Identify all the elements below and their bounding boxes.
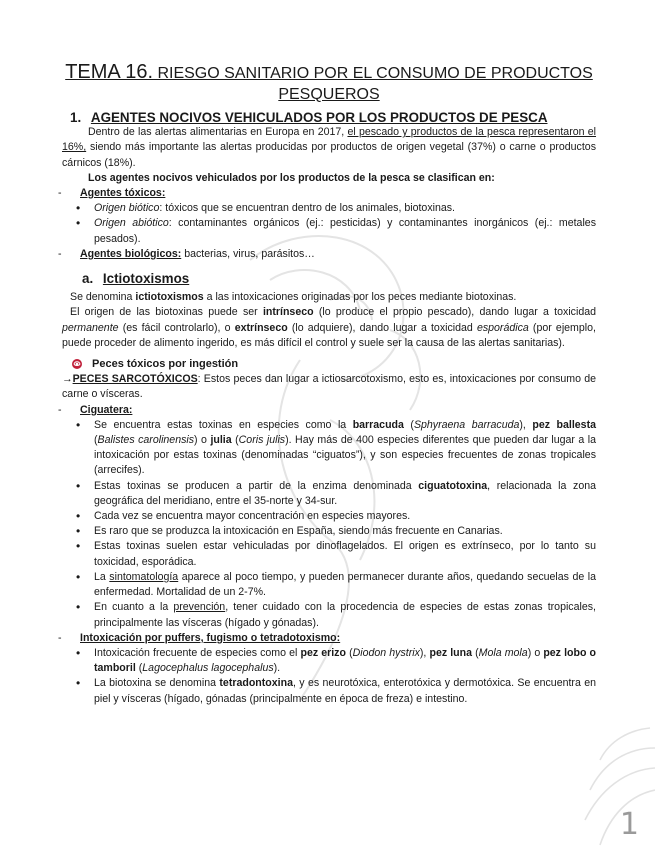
text: ), [519, 418, 533, 431]
text: ( [94, 434, 98, 447]
biological-agents-label: Agentes biológicos: [80, 247, 182, 260]
ciguatera-bullet: • Cada vez se encuentra mayor concentración en especies mayores. [62, 509, 596, 524]
text: ) o [527, 646, 544, 659]
ciguatera-bullet [62, 570, 596, 600]
term: pez lobo o tamboril [94, 646, 596, 675]
toxic-fish-heading [70, 357, 596, 372]
text: , tener cuidado con la procedencia de especies de estas zonas tropicales, principalmente las vísceras (hígado y gónadas). [94, 601, 596, 629]
species: Balistes carolinensis [97, 434, 195, 447]
intro-text-a: Dentro de las alertas alimentarias en Europa en 2017, [88, 126, 348, 139]
term: julia [210, 434, 232, 447]
species: Mola mola [478, 646, 528, 659]
puffer-label: Intoxicación por puffers, fugismo o tetradotoxismo: [80, 631, 341, 644]
text: ( [135, 662, 143, 675]
biological-agents-item [62, 247, 596, 262]
text: ). Hay más de 400 especies diferentes que pueden dar lugar a la intoxicación por estas toxinas (denominadas “ciguatos”), y son especies frecuentes de zonas tropicales (arrecifes). [94, 434, 596, 477]
ciguatera-bullet: • Estas toxinas suelen estar vehiculadas por dinoflagelados. El origen es extrínseco, por lo tanto su toxicidad, esporádica. [62, 539, 596, 569]
toxic-fish-title: Peces tóxicos por ingestión [92, 358, 239, 371]
biological-agents-text: bacterias, virus, parásitos… [181, 247, 315, 260]
species: Diodon hystrix [352, 646, 420, 659]
term: pez luna [429, 646, 473, 659]
origin-extrinsic: extrínseco [234, 321, 288, 334]
term: pez erizo [300, 646, 346, 659]
origin-text-a: El origen de las biotoxinas puede ser [70, 306, 263, 319]
text: La biotoxina se denomina [94, 677, 220, 690]
text: ( [345, 646, 353, 659]
rose-bullet-icon [70, 358, 84, 371]
subsection-a-letter: a. [82, 271, 94, 287]
text: ( [403, 418, 414, 431]
term: sintomatología [109, 570, 179, 583]
subsection-a-title: Ictiotoxismos [102, 271, 190, 287]
ictiotoxismo-definition [62, 290, 596, 305]
abiotic-label: Origen abiótico [94, 217, 169, 230]
abiotic-item [62, 216, 596, 246]
section-1-number: 1. [70, 110, 82, 125]
puffer-bullet [62, 676, 596, 706]
ciguatera-bullet: • Es raro que se produzca la intoxicación en España, siendo más frecuente en Canarias. [62, 524, 596, 539]
species: Coris julis [238, 434, 286, 447]
origin-text-g: (lo adquiere), dando lugar a toxicidad [287, 321, 477, 334]
biotoxin-origin-paragraph [62, 305, 596, 351]
def-text-a: Se denomina [70, 291, 136, 304]
arrow-icon: → [62, 373, 73, 386]
title-prefix: TEMA 16. [65, 61, 154, 83]
text: ). [273, 662, 281, 675]
term: barracuda [352, 418, 404, 431]
sarcotoxic-label: PECES SARCOTÓXICOS [72, 373, 198, 386]
biotic-item [62, 201, 596, 216]
ciguatera-bullet [62, 600, 596, 630]
sarcotoxic-paragraph [62, 372, 596, 402]
text: Intoxicación frecuente de especies como el [94, 646, 301, 659]
origin-text-c: (lo produce el propio pescado), dando lugar a toxicidad [313, 306, 596, 319]
ciguatera-bullet [62, 418, 596, 479]
origin-sporadic: esporádica [476, 321, 529, 334]
origin-intrinsic: intrínseco [262, 306, 314, 319]
text: En cuanto a la [94, 601, 174, 614]
page-title [62, 62, 596, 105]
sarcotoxic-text: : Estos peces dan lugar a ictiosarcotoxismo, esto es, intoxicaciones por consumo de carne o vísceras. [62, 373, 596, 401]
text: ) o [194, 434, 211, 447]
ciguatera-bullet [62, 479, 596, 509]
term: ciguatotoxina [418, 479, 488, 492]
text: ( [472, 646, 479, 659]
species: Lagocephalus lagocephalus [142, 662, 274, 675]
term: pez ballesta [532, 418, 596, 431]
def-text-c: a las intoxicaciones originadas por los peces mediante biotoxinas. [203, 291, 517, 304]
def-term: ictiotoxismos [135, 291, 204, 304]
puffer-bullet [62, 646, 596, 676]
section-1-title: AGENTES NOCIVOS VEHICULADOS POR LOS PRODUCTOS DE PESCA [90, 110, 548, 125]
toxic-agents-item [62, 186, 596, 201]
title-rest: RIESGO SANITARIO POR EL CONSUMO DE PRODUCTOS PESQUEROS [153, 65, 593, 103]
biotic-text: : tóxicos que se encuentran dentro de los animales, biotoxinas. [159, 202, 456, 215]
intro-text-underlined: el pescado y productos de la pesca representaron el 16%, [62, 126, 597, 154]
text: ( [231, 434, 239, 447]
document-page [62, 62, 596, 707]
intro-paragraph [62, 125, 596, 171]
section-1-heading [70, 110, 596, 125]
text: La [94, 570, 110, 583]
term: tetradontoxina [219, 677, 293, 690]
term: prevención [173, 601, 226, 614]
origin-text-i: (por ejemplo, puede proceder de alimento ingerido, es más difícil el control y suele ser la causa de las alertas sanitarias). [62, 321, 596, 349]
text: ), [419, 646, 430, 659]
classify-line: Los agentes nocivos vehiculados por los productos de la pesca se clasifican en: [88, 171, 495, 184]
subsection-a-heading [82, 271, 596, 286]
text: , y es neurotóxica, enterotóxica y dermotóxica. Se encuentra en piel y vísceras (hígado, gónadas (principalmente en época de freza) e intestino. [94, 677, 596, 705]
biotic-label: Origen biótico [94, 202, 160, 215]
ciguatera-label: Ciguatera: [80, 403, 133, 416]
origin-text-e: (es fácil controlarlo), o [118, 321, 235, 334]
ciguatera-item [62, 403, 596, 418]
toxic-agents-label: Agentes tóxicos: [80, 187, 166, 200]
text: aparece al poco tiempo, y pueden permanecer durante años, quedando secuelas de la enfermedad. Mortalidad de un 2-7%. [94, 570, 596, 599]
abiotic-text: : contaminantes orgánicos (ej.: pesticidas) y contaminantes inorgánicos (ej.: metales pesados). [94, 217, 596, 245]
puffer-item [62, 631, 596, 646]
text: Se encuentra estas toxinas en especies como la [94, 418, 353, 431]
page-number: 1 [619, 807, 639, 842]
intro-text-b: siendo más importante las alertas producidas por productos de origen vegetal (37%) o carne o productos cárnicos (18%). [62, 141, 596, 169]
species: Sphyraena barracuda [413, 418, 520, 431]
origin-permanent: permanente [62, 321, 119, 334]
text: , relacionada la zona geográfica del meridiano, entre el 35-norte y 34-sur. [94, 479, 596, 507]
text: Estas toxinas se producen a partir de la enzima denominada [94, 479, 419, 492]
